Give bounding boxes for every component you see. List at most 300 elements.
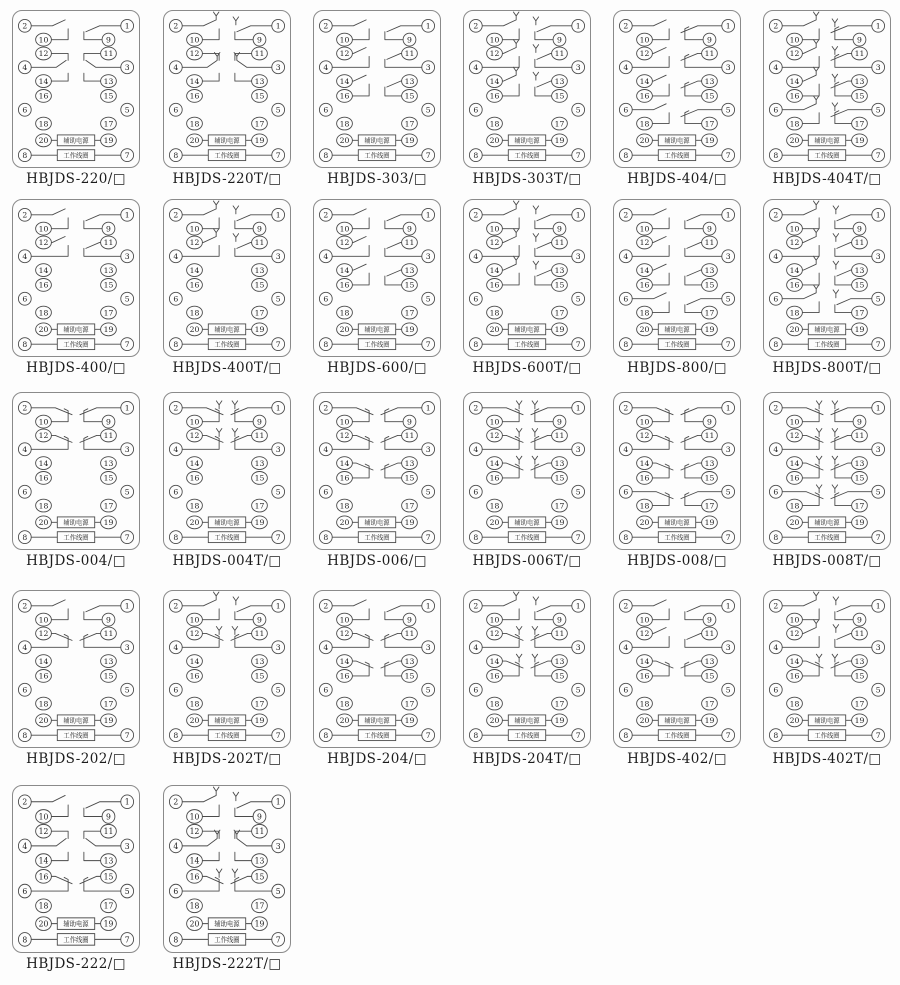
terminal-number: 3 bbox=[124, 252, 130, 262]
relay-diagram-card bbox=[12, 10, 140, 168]
terminal-12 bbox=[487, 236, 503, 249]
card-caption: HBJDS-303/□ bbox=[327, 171, 427, 187]
terminal-number: 13 bbox=[254, 76, 265, 86]
terminal-number: 6 bbox=[22, 685, 28, 695]
terminal-number: 14 bbox=[38, 656, 49, 666]
terminal-13 bbox=[252, 75, 268, 88]
terminal-4 bbox=[18, 61, 31, 74]
terminal-5 bbox=[272, 103, 285, 116]
work-coil-box-label: 工作线圈 bbox=[63, 534, 89, 542]
terminal-number: 9 bbox=[407, 35, 412, 45]
terminal-number: 10 bbox=[38, 615, 49, 625]
terminal-number: 19 bbox=[854, 716, 865, 726]
terminal-number: 9 bbox=[257, 615, 262, 625]
card-caption: HBJDS-303T/□ bbox=[472, 171, 582, 187]
terminal-number: 19 bbox=[554, 518, 565, 528]
contact-no-delayed bbox=[233, 597, 272, 620]
terminal-2 bbox=[619, 401, 632, 414]
terminal-number: 13 bbox=[554, 76, 565, 86]
terminal-number: 12 bbox=[38, 49, 49, 59]
terminal-number: 6 bbox=[473, 105, 479, 115]
terminal-number: 15 bbox=[404, 671, 415, 681]
contact-no bbox=[652, 75, 669, 96]
terminal-number: 7 bbox=[875, 150, 881, 160]
aux-power-box-label: 辅助电源 bbox=[814, 519, 840, 527]
terminal-2 bbox=[769, 401, 782, 414]
terminal-17 bbox=[552, 697, 568, 710]
terminal-number: 14 bbox=[189, 76, 200, 86]
terminal-13 bbox=[702, 75, 718, 88]
terminal-15 bbox=[852, 278, 868, 291]
terminal-17 bbox=[402, 499, 418, 512]
terminal-16 bbox=[787, 278, 803, 291]
terminal-5 bbox=[872, 103, 885, 116]
terminal-number: 6 bbox=[473, 685, 479, 695]
terminal-number: 6 bbox=[22, 487, 28, 497]
relay-diagram-card bbox=[463, 10, 591, 168]
terminal-number: 19 bbox=[254, 136, 265, 146]
terminal-number: 7 bbox=[725, 150, 731, 160]
aux-power-box-label: 辅助电源 bbox=[63, 919, 89, 929]
terminal-number: 10 bbox=[489, 615, 500, 625]
terminal-number: 14 bbox=[789, 458, 800, 468]
terminal-8 bbox=[769, 531, 782, 544]
terminal-number: 2 bbox=[473, 601, 479, 611]
terminal-number: 14 bbox=[339, 265, 350, 275]
terminal-8 bbox=[169, 933, 182, 947]
work-coil-box-label: 工作线圈 bbox=[63, 935, 89, 944]
terminal-15 bbox=[252, 669, 268, 682]
work-coil-box-label: 工作线圈 bbox=[514, 341, 540, 349]
terminal-number: 1 bbox=[275, 601, 281, 611]
contact-no bbox=[385, 81, 402, 96]
terminal-number: 2 bbox=[473, 403, 479, 413]
terminal-4 bbox=[18, 839, 31, 853]
relay-diagram-card bbox=[12, 392, 140, 550]
card-caption: HBJDS-204T/□ bbox=[472, 751, 582, 767]
card-caption: HBJDS-402T/□ bbox=[772, 751, 882, 767]
terminal-17 bbox=[252, 117, 268, 130]
terminal-7 bbox=[872, 531, 885, 544]
terminal-number: 13 bbox=[103, 656, 114, 666]
terminal-12 bbox=[187, 824, 203, 838]
terminal-8 bbox=[169, 531, 182, 544]
terminal-number: 8 bbox=[773, 730, 779, 740]
terminal-13 bbox=[552, 457, 568, 470]
terminal-number: 4 bbox=[773, 252, 779, 262]
terminal-number: 8 bbox=[22, 339, 28, 349]
terminal-number: 5 bbox=[275, 487, 281, 497]
relay-diagram-card bbox=[12, 785, 140, 953]
terminal-number: 7 bbox=[275, 150, 281, 160]
terminal-number: 1 bbox=[124, 210, 130, 220]
terminal-number: 17 bbox=[103, 119, 114, 129]
terminal-number: 10 bbox=[38, 812, 49, 822]
terminal-18 bbox=[637, 306, 653, 319]
terminal-number: 18 bbox=[38, 119, 49, 129]
terminal-number: 5 bbox=[124, 487, 130, 497]
terminal-13 bbox=[402, 264, 418, 277]
terminal-number: 16 bbox=[38, 872, 49, 882]
terminal-18 bbox=[187, 899, 203, 913]
terminal-number: 19 bbox=[854, 325, 865, 335]
terminal-number: 16 bbox=[339, 671, 350, 681]
terminal-number: 13 bbox=[254, 656, 265, 666]
terminal-14 bbox=[637, 264, 653, 277]
terminal-number: 3 bbox=[875, 643, 881, 653]
terminal-13 bbox=[702, 457, 718, 470]
terminal-4 bbox=[769, 61, 782, 74]
terminal-number: 2 bbox=[173, 403, 179, 413]
terminal-number: 18 bbox=[789, 308, 800, 318]
terminal-number: 7 bbox=[425, 339, 431, 349]
terminal-number: 11 bbox=[854, 629, 865, 639]
terminal-number: 16 bbox=[789, 473, 800, 483]
terminal-3 bbox=[422, 443, 435, 456]
terminal-number: 9 bbox=[106, 417, 111, 427]
terminal-number: 18 bbox=[339, 119, 350, 129]
terminal-17 bbox=[101, 306, 117, 319]
terminal-20 bbox=[187, 134, 203, 147]
card-caption: HBJDS-202T/□ bbox=[172, 751, 282, 767]
terminal-5 bbox=[121, 103, 134, 116]
terminal-9 bbox=[553, 613, 566, 626]
terminal-14 bbox=[337, 655, 353, 668]
wiring-diagram bbox=[764, 200, 890, 356]
terminal-number: 12 bbox=[639, 238, 650, 248]
terminal-10 bbox=[787, 613, 803, 626]
terminal-number: 13 bbox=[254, 265, 265, 275]
terminal-16 bbox=[637, 471, 653, 484]
terminal-number: 1 bbox=[275, 21, 281, 31]
terminal-7 bbox=[872, 149, 885, 162]
aux-power-box-label: 辅助电源 bbox=[814, 137, 840, 145]
terminal-number: 13 bbox=[254, 856, 265, 866]
terminal-5 bbox=[722, 292, 735, 305]
terminal-number: 14 bbox=[38, 76, 49, 86]
terminal-number: 15 bbox=[554, 473, 565, 483]
terminal-number: 16 bbox=[489, 91, 500, 101]
terminal-13 bbox=[552, 75, 568, 88]
work-coil-box bbox=[208, 532, 245, 543]
terminal-number: 12 bbox=[639, 431, 650, 441]
work-coil-box-label: 工作线圈 bbox=[664, 534, 690, 542]
work-coil-box-label: 工作线圈 bbox=[63, 341, 89, 349]
relay-diagram-card bbox=[613, 392, 741, 550]
terminal-number: 7 bbox=[575, 150, 581, 160]
terminal-number: 9 bbox=[707, 35, 712, 45]
terminal-number: 2 bbox=[473, 21, 479, 31]
terminal-16 bbox=[36, 870, 52, 884]
terminal-10 bbox=[787, 222, 803, 235]
contact-nc-delayed bbox=[831, 654, 852, 676]
terminal-number: 7 bbox=[875, 730, 881, 740]
terminal-number: 3 bbox=[575, 63, 581, 73]
terminal-7 bbox=[121, 531, 134, 544]
terminal-9 bbox=[253, 810, 266, 824]
terminal-1 bbox=[422, 19, 435, 32]
terminal-number: 16 bbox=[339, 91, 350, 101]
terminal-1 bbox=[872, 208, 885, 221]
aux-power-box bbox=[57, 715, 94, 726]
wiring-diagram bbox=[464, 200, 590, 356]
wiring-diagram bbox=[13, 11, 139, 167]
terminal-20 bbox=[36, 917, 52, 931]
terminal-number: 9 bbox=[857, 615, 862, 625]
terminal-number: 12 bbox=[189, 826, 200, 837]
terminal-8 bbox=[769, 149, 782, 162]
terminal-17 bbox=[852, 117, 868, 130]
terminal-number: 5 bbox=[725, 294, 731, 304]
terminal-number: 16 bbox=[789, 671, 800, 681]
terminal-number: 3 bbox=[124, 445, 130, 455]
terminal-14 bbox=[637, 75, 653, 88]
terminal-10 bbox=[637, 415, 653, 428]
terminal-19 bbox=[702, 516, 718, 529]
work-coil-box bbox=[508, 339, 545, 350]
terminal-18 bbox=[787, 697, 803, 710]
terminal-10 bbox=[187, 222, 203, 235]
terminal-number: 18 bbox=[38, 699, 49, 709]
terminal-number: 11 bbox=[254, 238, 265, 248]
terminal-16 bbox=[337, 89, 353, 102]
terminal-16 bbox=[337, 278, 353, 291]
terminal-number: 12 bbox=[38, 238, 49, 248]
terminal-17 bbox=[101, 117, 117, 130]
terminal-number: 13 bbox=[103, 76, 114, 86]
contact-no-delayed bbox=[502, 67, 519, 96]
terminal-number: 20 bbox=[789, 716, 800, 726]
terminal-11 bbox=[101, 627, 117, 640]
work-coil-box-label: 工作线圈 bbox=[664, 341, 690, 349]
terminal-11 bbox=[852, 429, 868, 442]
terminal-12 bbox=[337, 236, 353, 249]
terminal-number: 18 bbox=[789, 699, 800, 709]
work-coil-box bbox=[358, 339, 395, 350]
terminal-12 bbox=[487, 627, 503, 640]
terminal-number: 17 bbox=[854, 119, 865, 129]
terminal-13 bbox=[101, 457, 117, 470]
terminal-number: 1 bbox=[575, 601, 581, 611]
terminal-number: 4 bbox=[323, 63, 329, 73]
terminal-5 bbox=[422, 103, 435, 116]
terminal-1 bbox=[722, 599, 735, 612]
terminal-12 bbox=[337, 47, 353, 60]
terminal-18 bbox=[36, 306, 52, 319]
terminal-3 bbox=[422, 250, 435, 263]
terminal-1 bbox=[422, 401, 435, 414]
work-coil-box-label: 工作线圈 bbox=[214, 935, 240, 944]
work-coil-box-label: 工作线圈 bbox=[814, 732, 840, 740]
wiring-diagram bbox=[614, 591, 740, 747]
work-coil-box-label: 工作线圈 bbox=[364, 732, 390, 740]
card-caption: HBJDS-006/□ bbox=[327, 553, 427, 569]
terminal-2 bbox=[619, 599, 632, 612]
aux-power-box-label: 辅助电源 bbox=[814, 717, 840, 725]
terminal-number: 11 bbox=[554, 431, 565, 441]
terminal-2 bbox=[469, 208, 482, 221]
aux-power-box-label: 辅助电源 bbox=[514, 519, 540, 527]
terminal-number: 18 bbox=[189, 699, 200, 709]
terminal-13 bbox=[101, 655, 117, 668]
terminal-number: 7 bbox=[275, 339, 281, 349]
terminal-number: 16 bbox=[189, 872, 200, 882]
terminal-4 bbox=[469, 641, 482, 654]
terminal-number: 17 bbox=[854, 699, 865, 709]
terminal-number: 5 bbox=[725, 105, 731, 115]
relay-diagram-card bbox=[163, 10, 291, 168]
contact-nc-delayed bbox=[531, 401, 572, 422]
terminal-9 bbox=[253, 222, 266, 235]
relay-diagram-card bbox=[463, 199, 591, 357]
terminal-number: 11 bbox=[254, 431, 265, 441]
terminal-number: 9 bbox=[707, 615, 712, 625]
aux-power-box-label: 辅助电源 bbox=[214, 919, 240, 929]
terminal-9 bbox=[553, 222, 566, 235]
terminal-number: 16 bbox=[639, 91, 650, 101]
terminal-number: 11 bbox=[103, 629, 114, 639]
terminal-number: 15 bbox=[404, 473, 415, 483]
terminal-number: 5 bbox=[425, 487, 431, 497]
terminal-10 bbox=[487, 222, 503, 235]
aux-power-box-label: 辅助电源 bbox=[214, 326, 240, 334]
terminal-2 bbox=[18, 599, 31, 612]
terminal-16 bbox=[337, 669, 353, 682]
aux-power-box bbox=[808, 715, 845, 726]
aux-power-box-label: 辅助电源 bbox=[214, 137, 240, 145]
terminal-number: 3 bbox=[725, 643, 731, 653]
terminal-4 bbox=[319, 61, 332, 74]
terminal-number: 19 bbox=[404, 716, 415, 726]
terminal-number: 6 bbox=[22, 105, 28, 115]
terminal-8 bbox=[469, 729, 482, 742]
wiring-diagram bbox=[13, 200, 139, 356]
terminal-11 bbox=[852, 47, 868, 60]
terminal-13 bbox=[852, 457, 868, 470]
terminal-11 bbox=[252, 824, 268, 838]
terminal-14 bbox=[787, 457, 803, 470]
terminal-19 bbox=[852, 714, 868, 727]
terminal-number: 20 bbox=[789, 136, 800, 146]
terminal-19 bbox=[101, 516, 117, 529]
terminal-number: 5 bbox=[425, 294, 431, 304]
terminal-number: 15 bbox=[254, 671, 265, 681]
terminal-number: 18 bbox=[38, 308, 49, 318]
terminal-9 bbox=[253, 33, 266, 46]
terminal-number: 10 bbox=[189, 812, 200, 822]
terminal-number: 20 bbox=[189, 716, 200, 726]
terminal-19 bbox=[101, 714, 117, 727]
terminal-number: 12 bbox=[639, 629, 650, 639]
terminal-number: 20 bbox=[639, 716, 650, 726]
terminal-number: 17 bbox=[103, 308, 114, 318]
terminal-12 bbox=[487, 429, 503, 442]
terminal-19 bbox=[101, 323, 117, 336]
terminal-3 bbox=[572, 641, 585, 654]
terminal-number: 8 bbox=[323, 150, 329, 160]
contact-nc bbox=[381, 661, 402, 676]
terminal-15 bbox=[101, 669, 117, 682]
terminal-number: 14 bbox=[789, 265, 800, 275]
work-coil-box-label: 工作线圈 bbox=[364, 152, 390, 160]
terminal-number: 7 bbox=[425, 730, 431, 740]
terminal-18 bbox=[487, 499, 503, 512]
terminal-number: 10 bbox=[189, 417, 200, 427]
terminal-11 bbox=[402, 627, 418, 640]
terminal-number: 13 bbox=[854, 458, 865, 468]
work-coil-box bbox=[508, 532, 545, 543]
terminal-number: 6 bbox=[623, 685, 629, 695]
terminal-number: 6 bbox=[173, 294, 179, 304]
terminal-17 bbox=[402, 306, 418, 319]
relay-diagram-card bbox=[163, 590, 291, 748]
terminal-number: 15 bbox=[103, 280, 114, 290]
terminal-number: 20 bbox=[339, 325, 350, 335]
terminal-6 bbox=[619, 683, 632, 696]
terminal-9 bbox=[703, 613, 716, 626]
terminal-number: 14 bbox=[639, 656, 650, 666]
terminal-11 bbox=[552, 429, 568, 442]
relay-diagram-card bbox=[163, 392, 291, 550]
terminal-11 bbox=[101, 236, 117, 249]
terminal-14 bbox=[36, 264, 52, 277]
wiring-diagram bbox=[164, 393, 290, 549]
terminal-5 bbox=[272, 683, 285, 696]
terminal-number: 5 bbox=[875, 685, 881, 695]
terminal-number: 8 bbox=[473, 730, 479, 740]
terminal-1 bbox=[422, 208, 435, 221]
terminal-number: 4 bbox=[173, 63, 179, 73]
terminal-7 bbox=[722, 531, 735, 544]
terminal-number: 16 bbox=[189, 280, 200, 290]
contact-nc-delayed bbox=[802, 654, 823, 676]
terminal-number: 11 bbox=[404, 49, 415, 59]
terminal-number: 4 bbox=[473, 63, 479, 73]
terminal-19 bbox=[552, 323, 568, 336]
card-caption: HBJDS-220T/□ bbox=[172, 171, 282, 187]
terminal-number: 10 bbox=[339, 417, 350, 427]
terminal-13 bbox=[552, 264, 568, 277]
terminal-number: 20 bbox=[489, 518, 500, 528]
terminal-8 bbox=[169, 338, 182, 351]
terminal-11 bbox=[101, 824, 117, 838]
wiring-diagram bbox=[764, 393, 890, 549]
terminal-17 bbox=[702, 697, 718, 710]
terminal-number: 14 bbox=[639, 458, 650, 468]
terminal-20 bbox=[637, 714, 653, 727]
terminal-number: 11 bbox=[404, 629, 415, 639]
terminal-5 bbox=[572, 292, 585, 305]
contact-no bbox=[352, 264, 369, 285]
terminal-5 bbox=[422, 485, 435, 498]
terminal-20 bbox=[36, 134, 52, 147]
terminal-20 bbox=[36, 714, 52, 727]
terminal-number: 8 bbox=[323, 730, 329, 740]
terminal-number: 14 bbox=[339, 458, 350, 468]
terminal-10 bbox=[187, 613, 203, 626]
terminal-number: 3 bbox=[575, 252, 581, 262]
terminal-15 bbox=[101, 471, 117, 484]
contact-nc-delayed bbox=[502, 654, 523, 676]
terminal-7 bbox=[121, 338, 134, 351]
terminal-number: 17 bbox=[103, 901, 114, 911]
contact-nc bbox=[681, 463, 702, 478]
terminal-number: 7 bbox=[725, 339, 731, 349]
relay-diagram-card bbox=[313, 199, 441, 357]
aux-power-box-label: 辅助电源 bbox=[514, 326, 540, 334]
terminal-number: 9 bbox=[407, 224, 412, 234]
contact-no-delayed bbox=[533, 206, 572, 229]
